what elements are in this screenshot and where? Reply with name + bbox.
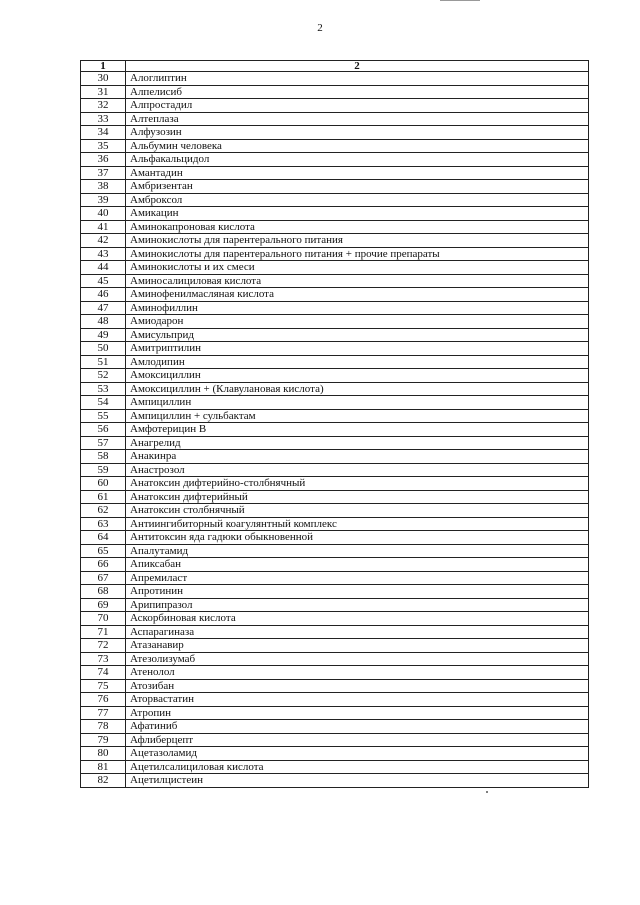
table-row [81, 301, 589, 315]
drug-name: Амфотерицин В [126, 423, 589, 437]
drug-name: Аминофиллин [126, 301, 589, 315]
table-row [81, 760, 589, 774]
row-number: 65 [81, 544, 126, 558]
row-number: 75 [81, 679, 126, 693]
scan-dust-dot [486, 791, 488, 793]
drug-name: Амбризентан [126, 180, 589, 194]
table-row [81, 612, 589, 626]
table-row [81, 693, 589, 707]
drug-name: Апалутамид [126, 544, 589, 558]
row-number: 53 [81, 382, 126, 396]
table-row [81, 288, 589, 302]
drug-name: Анакинра [126, 450, 589, 464]
row-number: 82 [81, 774, 126, 788]
drug-name: Аминосалициловая кислота [126, 274, 589, 288]
table-row [81, 409, 589, 423]
drug-name: Аскорбиновая кислота [126, 612, 589, 626]
drug-name: Атропин [126, 706, 589, 720]
drug-name: Аторвастатин [126, 693, 589, 707]
row-number: 31 [81, 85, 126, 99]
row-number: 79 [81, 733, 126, 747]
row-number: 36 [81, 153, 126, 167]
row-number: 45 [81, 274, 126, 288]
row-number: 35 [81, 139, 126, 153]
drug-name: Алфузозин [126, 126, 589, 140]
row-number: 54 [81, 396, 126, 410]
row-number: 57 [81, 436, 126, 450]
drug-name: Амоксициллин [126, 369, 589, 383]
drug-name: Анагрелид [126, 436, 589, 450]
row-number: 52 [81, 369, 126, 383]
table-row [81, 139, 589, 153]
table-row [81, 274, 589, 288]
drug-name: Амантадин [126, 166, 589, 180]
table-row [81, 342, 589, 356]
table-row [81, 72, 589, 86]
row-number: 66 [81, 558, 126, 572]
row-number: 32 [81, 99, 126, 113]
row-number: 48 [81, 315, 126, 329]
drug-name: Амоксициллин + (Клавулановая кислота) [126, 382, 589, 396]
table-row [81, 774, 589, 788]
table-row [81, 396, 589, 410]
row-number: 55 [81, 409, 126, 423]
table-row [81, 598, 589, 612]
drug-name: Ацетазоламид [126, 747, 589, 761]
table-row [81, 315, 589, 329]
table-row [81, 477, 589, 491]
table-row [81, 112, 589, 126]
drug-name: Алпелисиб [126, 85, 589, 99]
table-row [81, 585, 589, 599]
drug-name: Амитриптилин [126, 342, 589, 356]
row-number: 62 [81, 504, 126, 518]
table-row [81, 625, 589, 639]
table-row [81, 85, 589, 99]
drug-name: Аспарагиназа [126, 625, 589, 639]
row-number: 50 [81, 342, 126, 356]
row-number: 72 [81, 639, 126, 653]
table-row [81, 423, 589, 437]
row-number: 37 [81, 166, 126, 180]
row-number: 60 [81, 477, 126, 491]
drug-name: Афатиниб [126, 720, 589, 734]
drug-name: Атезолизумаб [126, 652, 589, 666]
table-row [81, 504, 589, 518]
drug-name: Амлодипин [126, 355, 589, 369]
row-number: 43 [81, 247, 126, 261]
drug-name: Анастрозол [126, 463, 589, 477]
table-row [81, 328, 589, 342]
table-row [81, 166, 589, 180]
table-row [81, 436, 589, 450]
row-number: 41 [81, 220, 126, 234]
table-row [81, 531, 589, 545]
table-row [81, 355, 589, 369]
table-row [81, 220, 589, 234]
row-number: 71 [81, 625, 126, 639]
drug-name: Алпростадил [126, 99, 589, 113]
row-number: 68 [81, 585, 126, 599]
table-body [81, 72, 589, 788]
page-number: 2 [317, 22, 323, 34]
drug-name: Амиодарон [126, 315, 589, 329]
drug-name: Аминокислоты и их смеси [126, 261, 589, 275]
table-row [81, 99, 589, 113]
drug-name: Атенолол [126, 666, 589, 680]
row-number: 49 [81, 328, 126, 342]
row-number: 46 [81, 288, 126, 302]
table-row [81, 571, 589, 585]
drug-name: Арипипразол [126, 598, 589, 612]
table-row [81, 706, 589, 720]
drug-name: Анатоксин дифтерийно-столбнячный [126, 477, 589, 491]
row-number: 44 [81, 261, 126, 275]
table-row [81, 126, 589, 140]
row-number: 78 [81, 720, 126, 734]
drug-name: Алоглиптин [126, 72, 589, 86]
scan-artifact-line [440, 0, 480, 1]
table-row [81, 382, 589, 396]
drug-name: Антиингибиторный коагулянтный комплекс [126, 517, 589, 531]
table-row [81, 517, 589, 531]
table-row [81, 639, 589, 653]
drug-name: Ацетилцистеин [126, 774, 589, 788]
table-row [81, 544, 589, 558]
row-number: 51 [81, 355, 126, 369]
row-number: 61 [81, 490, 126, 504]
drug-name: Атозибан [126, 679, 589, 693]
drug-name: Апремиласт [126, 571, 589, 585]
row-number: 69 [81, 598, 126, 612]
table-header-row [81, 61, 589, 72]
drug-name: Анатоксин дифтерийный [126, 490, 589, 504]
row-number: 73 [81, 652, 126, 666]
table-row [81, 720, 589, 734]
table-row [81, 234, 589, 248]
column-header-number: 1 [81, 61, 126, 72]
drug-name: Аминокислоты для парентерального питания + прочие препараты [126, 247, 589, 261]
table-row [81, 747, 589, 761]
row-number: 67 [81, 571, 126, 585]
table-row [81, 369, 589, 383]
table-row [81, 490, 589, 504]
row-number: 39 [81, 193, 126, 207]
row-number: 80 [81, 747, 126, 761]
table-row [81, 558, 589, 572]
drug-name: Апротинин [126, 585, 589, 599]
row-number: 40 [81, 207, 126, 221]
row-number: 58 [81, 450, 126, 464]
drug-name: Аминофенилмасляная кислота [126, 288, 589, 302]
drug-name: Ампициллин [126, 396, 589, 410]
table-row [81, 666, 589, 680]
row-number: 64 [81, 531, 126, 545]
drug-name: Амброксол [126, 193, 589, 207]
table-row [81, 463, 589, 477]
row-number: 81 [81, 760, 126, 774]
row-number: 42 [81, 234, 126, 248]
drug-list-table [80, 60, 589, 788]
row-number: 30 [81, 72, 126, 86]
drug-name: Афлиберцепт [126, 733, 589, 747]
drug-name: Аминокапроновая кислота [126, 220, 589, 234]
row-number: 47 [81, 301, 126, 315]
row-number: 77 [81, 706, 126, 720]
drug-name: Альфакальцидол [126, 153, 589, 167]
row-number: 74 [81, 666, 126, 680]
drug-name: Апиксабан [126, 558, 589, 572]
table-row [81, 261, 589, 275]
row-number: 34 [81, 126, 126, 140]
drug-name: Ацетилсалициловая кислота [126, 760, 589, 774]
table-row [81, 652, 589, 666]
table-row [81, 247, 589, 261]
row-number: 59 [81, 463, 126, 477]
row-number: 56 [81, 423, 126, 437]
drug-name: Аминокислоты для парентерального питания [126, 234, 589, 248]
table-row [81, 679, 589, 693]
row-number: 76 [81, 693, 126, 707]
drug-name: Антитоксин яда гадюки обыкновенной [126, 531, 589, 545]
table-row [81, 733, 589, 747]
drug-name: Атазанавир [126, 639, 589, 653]
drug-name: Алтеплаза [126, 112, 589, 126]
column-header-name: 2 [126, 61, 589, 72]
table-row [81, 207, 589, 221]
drug-name: Ампициллин + сульбактам [126, 409, 589, 423]
table-row [81, 153, 589, 167]
row-number: 63 [81, 517, 126, 531]
drug-name: Амисульприд [126, 328, 589, 342]
row-number: 38 [81, 180, 126, 194]
row-number: 70 [81, 612, 126, 626]
table-row [81, 193, 589, 207]
drug-name: Амикацин [126, 207, 589, 221]
table-row [81, 450, 589, 464]
drug-name: Анатоксин столбнячный [126, 504, 589, 518]
row-number: 33 [81, 112, 126, 126]
drug-name: Альбумин человека [126, 139, 589, 153]
table-row [81, 180, 589, 194]
